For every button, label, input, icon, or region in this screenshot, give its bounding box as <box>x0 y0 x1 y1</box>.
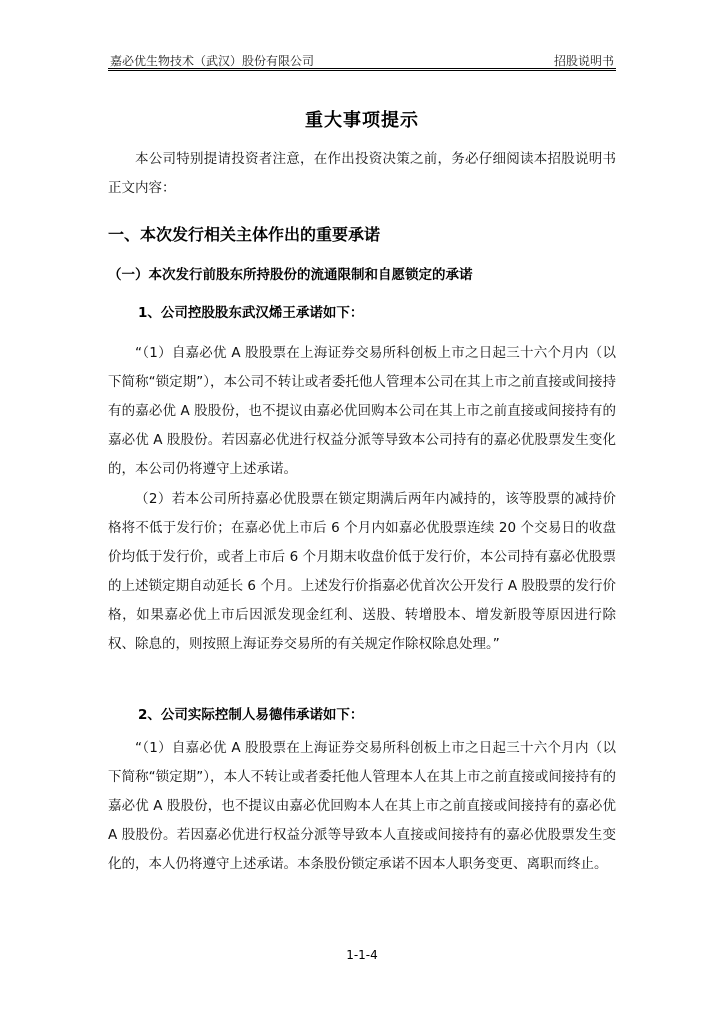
page-header <box>108 50 616 68</box>
page-number: 1-1-4 <box>346 948 378 962</box>
page-title: 重大事项提示 <box>305 110 419 131</box>
header-company-name: 嘉必优生物技术（武汉）股份有限公司 <box>110 54 315 68</box>
header-divider <box>108 68 616 71</box>
item-heading-controlling-shareholder: 1、公司控股股东武汉烯王承诺如下： <box>138 305 364 321</box>
item2-paragraph-1: “（1）自嘉必优 A 股股票在上海证券交易所科创板上市之日起三十六个月内（以下简称“锁定期”），本人不转让或者委托他人管理本人在其上市之前直接或间接持有的嘉必优 A 股股份，也不提议由嘉必优回购本人在其上市之前直接或间接持有的嘉必优 A 股股份。若因嘉必优进行权益分派等导致本人直接或间接持有的嘉必优股票发生变化的，本人仍将遵守上述承诺。本条股份锁定承诺不因本人职务变更、离职而终止。 <box>108 740 616 872</box>
header-document-type: 招股说明书 <box>553 54 614 68</box>
intro-paragraph: 本公司特别提请投资者注意，在作出投资决策之前，务必仔细阅读本招股说明书正文内容： <box>108 151 616 196</box>
item1-paragraph-2: （2）若本公司所持嘉必优股票在锁定期满后两年内减持的，该等股票的减持价格将不低于发行价；在嘉必优上市后 6 个月内如嘉必优股票连续 20 个交易日的收盘价均低于发行价，或者上市后 6 个月期末收盘价低于发行价，本公司持有嘉必优股票的上述锁定期自动延长 6 个月。上述发行价指嘉必优首次公开发行 A 股股票的发行价格，如果嘉必优上市后因派发现金红利、送股、转增股本、增发新股等原因进行除权、除息的，则按照上海证券交易所的有关规定作除权除息处理。” <box>108 491 616 652</box>
item1-paragraph-1: “（1）自嘉必优 A 股股票在上海证券交易所科创板上市之日起三十六个月内（以下简称“锁定期”），本公司不转让或者委托他人管理本公司在其上市之前直接或间接持有的嘉必优 A 股股份，也不提议由嘉必优回购本公司在其上市之前直接或间接持有的嘉必优 A 股股份。若因嘉必优进行权益分派等导致本公司持有的嘉必优股票发生变化的，本公司仍将遵守上述承诺。 <box>108 345 616 477</box>
section-heading: 一、本次发行相关主体作出的重要承诺 <box>108 225 381 244</box>
item-heading-actual-controller: 2、公司实际控制人易德伟承诺如下： <box>138 707 364 723</box>
subsection-heading: （一）本次发行前股东所持股份的流通限制和自愿锁定的承诺 <box>108 267 473 283</box>
